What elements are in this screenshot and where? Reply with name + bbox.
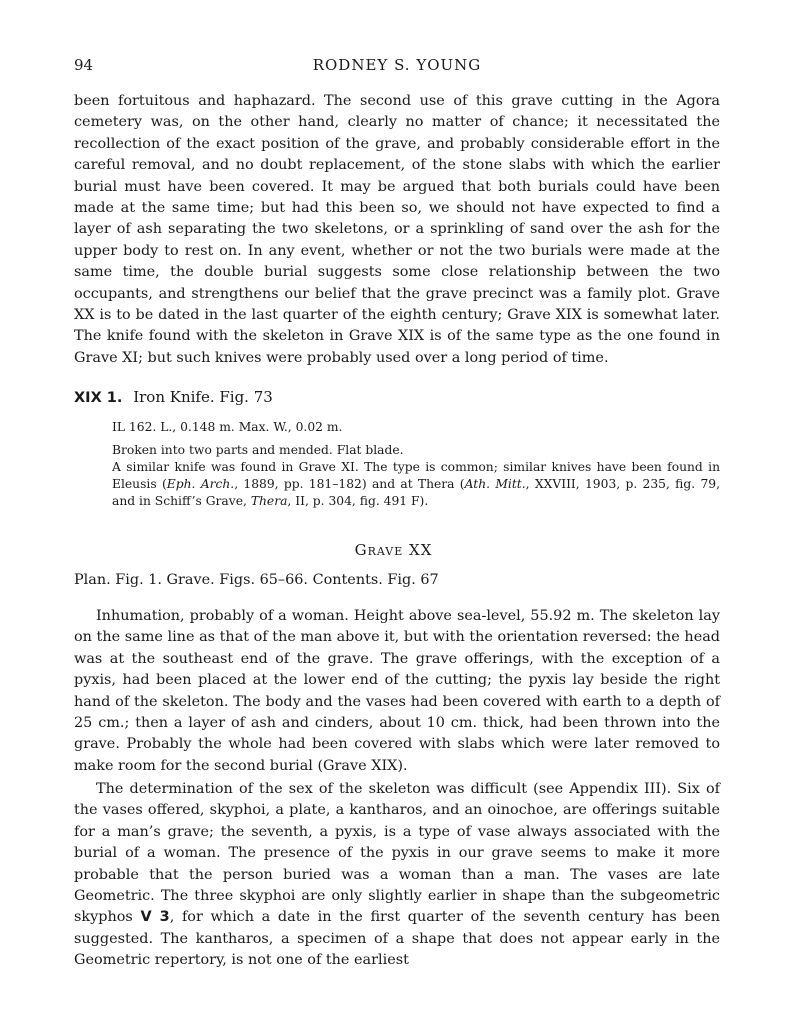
entry-dimensions: IL 162. L., 0.148 m. Max. W., 0.02 m. bbox=[112, 420, 343, 434]
entry-number: XIX 1. bbox=[74, 390, 123, 406]
intro-paragraph: been fortuitous and haphazard. The second use of this grave cutting in the Agora cemetery was, on the other hand, clearly no matter of chance; it necessitated the recollection of the exact position of the grave, and probably considerable effort in the careful removal, and no doubt replacement, of the stone slabs with which the earlier burial must have been covered. It may be argued that both burials could have been made at the same time; but had this been so, we should not have expected to find a layer of ash separating the two skeletons, or a sprinkling of sand over the ash for the upper body to rest on. In any event, whether or not the two burials were made at the same time, the double burial suggests some close relationship between the two occupants, and strengthens our belief that the grave precinct was a family plot. Grave XX is to be dated in the last quarter of the eighth century; Grave XIX is somewhat later. The knife found with the skeleton in Grave XIX is of the same type as the one found in Grave XI; but such knives were probably used over a long period of time. bbox=[74, 93, 720, 366]
page-header bbox=[74, 56, 720, 80]
section-title: Grave XX bbox=[354, 541, 433, 559]
citation-thera: Thera bbox=[250, 494, 288, 509]
entry-title: Iron Knife. Fig. 73 bbox=[133, 388, 273, 406]
entry-comparanda: A similar knife was found in Grave XI. The type is common; similar knives have been found in Eleusis (Eph. Arch., 1889, pp. 181–182) and at Thera (Ath. Mitt., XXVIII, 1903, p. 235, fig. 79, and in Schiff’s Grave, Thera, II, p. 304, fig. 491 F). bbox=[112, 460, 720, 509]
catalogue-entry-heading bbox=[74, 388, 273, 406]
citation-eph-arch: Eph. Arch. bbox=[166, 477, 235, 492]
page-number: 94 bbox=[74, 56, 94, 74]
citation-ath-mitt: Ath. Mitt. bbox=[464, 477, 526, 492]
paragraph-dating: The determination of the sex of the skeleton was difficult (see Appendix III). Six of the vases offered, skyphoi, a plate, a kantharos, and an oinochoe, are offerings suitable for a man’s grave; the seventh, a pyxis, is a type of vase always associated with the burial of a woman. The presence of the pyxis in our grave seems to make it more probable that the person buried was a woman than a man. The vases are late Geometric. The three skyphoi are only slightly earlier in shape than the subgeometric skyphos V 3, for which a date in the first quarter of the seventh century has been suggested. The kantharos, a specimen of a shape that does not appear early in the Geometric repertory, is not one of the earliest bbox=[74, 781, 720, 969]
running-title: RODNEY S. YOUNG bbox=[312, 56, 482, 74]
entry-description: Broken into two parts and mended. Flat blade. bbox=[112, 443, 404, 457]
plan-references: Plan. Fig. 1. Grave. Figs. 65–66. Contents. Fig. 67 bbox=[74, 572, 439, 588]
paragraph-description: Inhumation, probably of a woman. Height above sea-level, 55.92 m. The skeleton lay on the same line as that of the man above it, but with the orientation reversed: the head was at the southeast end of the grave. The grave offerings, with the exception of a pyxis, had been placed at the lower end of the cutting; the pyxis lay beside the right hand of the skeleton. The body and the vases had been covered with earth to a depth of 25 cm.; then a layer of ash and cinders, about 10 cm. thick, had been thrown into the grave. Probably the whole had been covered with slabs which were later removed to make room for the second burial (Grave XIX). bbox=[74, 608, 720, 774]
catalogue-reference: V 3 bbox=[140, 909, 170, 926]
